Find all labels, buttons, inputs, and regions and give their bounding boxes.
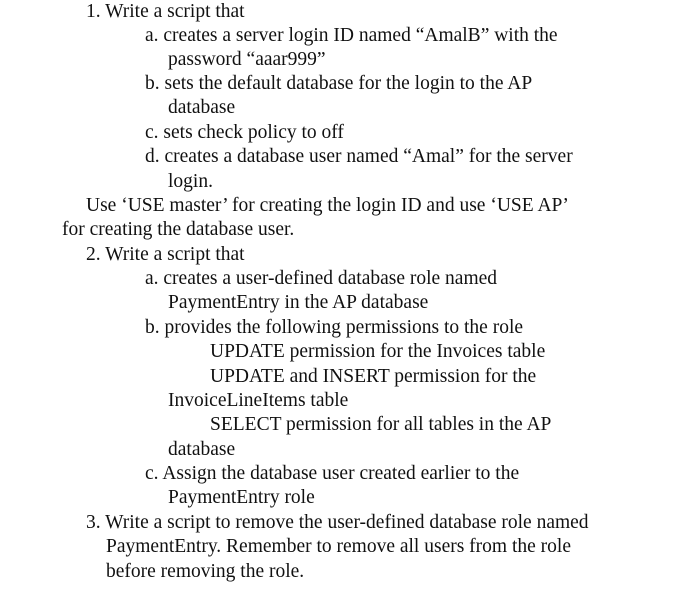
task-1d-line-1: d. creates a database user named “Amal” for the server — [145, 146, 573, 167]
task-2b-line: b. provides the following permissions to the role — [145, 317, 524, 338]
task-2a-line-1: a. creates a user-defined database role named — [145, 268, 498, 289]
permission-2-line-2: InvoiceLineItems table — [168, 390, 349, 411]
task-2c-line-1: c. Assign the database user created earlier to the — [145, 463, 520, 484]
task-3-line-1: 3. Write a script to remove the user-defined database role named — [86, 512, 589, 533]
task-1a-line-1: a. creates a server login ID named “AmalB” with the — [145, 25, 558, 46]
task-1d-line-2: login. — [168, 171, 213, 192]
permission-2-line-1: UPDATE and INSERT permission for the — [210, 366, 537, 387]
permission-3-line-2: database — [168, 439, 236, 460]
task-1a-line-2: password “aaar999” — [168, 49, 326, 70]
task-3-line-2: PaymentEntry. Remember to remove all users from the role — [106, 536, 571, 557]
task-2a-line-2: PaymentEntry in the AP database — [168, 292, 429, 313]
task-1-note-line-2: for creating the database user. — [62, 219, 295, 240]
task-3-line-3: before removing the role. — [106, 561, 305, 582]
task-1b-line-1: b. sets the default database for the login to the AP — [145, 73, 533, 94]
task-2-heading: 2. Write a script that — [86, 244, 245, 265]
task-1-heading: 1. Write a script that — [86, 1, 245, 22]
task-2c-line-2: PaymentEntry role — [168, 487, 315, 508]
task-1c-line: c. sets check policy to off — [145, 122, 344, 143]
permission-1: UPDATE permission for the Invoices table — [210, 341, 546, 362]
task-1-note-line-1: Use ‘USE master’ for creating the login ID and use ‘USE AP’ — [86, 195, 569, 216]
permission-3-line-1: SELECT permission for all tables in the AP — [210, 414, 552, 435]
task-1b-line-2: database — [168, 97, 236, 118]
